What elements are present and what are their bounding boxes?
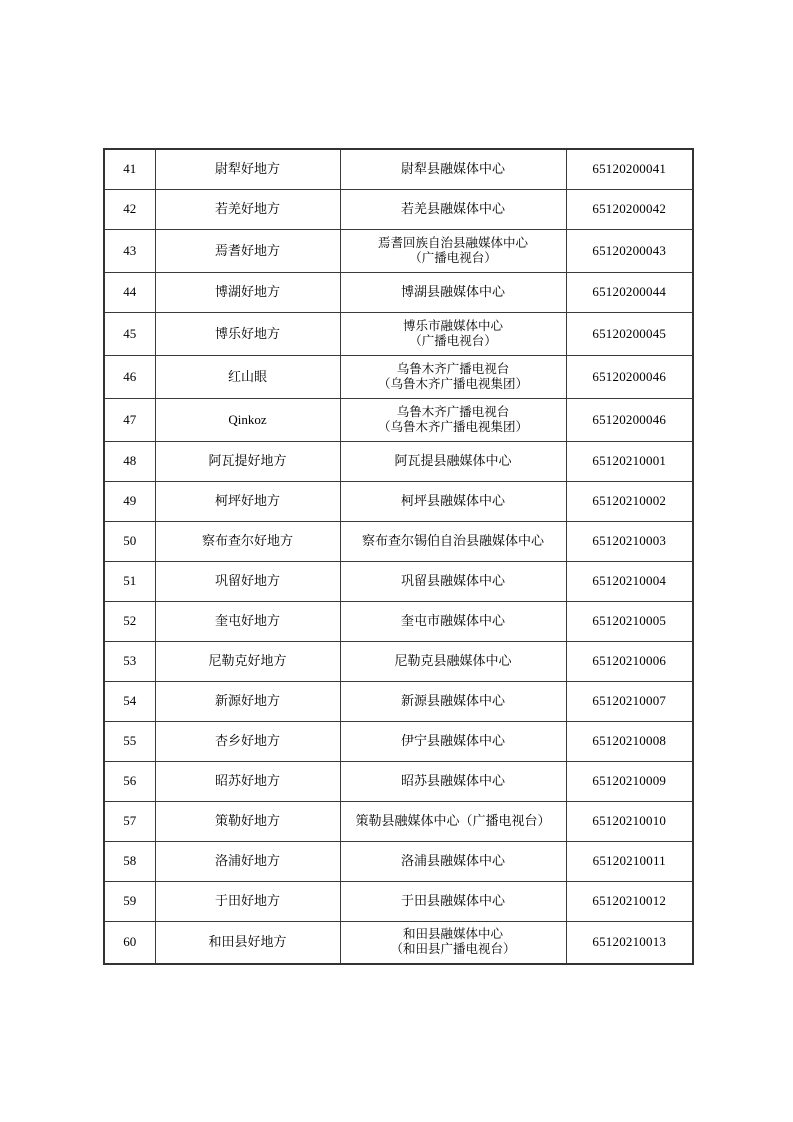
row-number-cell: 52 <box>104 601 155 641</box>
organization-line: 巩留县融媒体中心 <box>400 573 505 588</box>
table-row <box>104 398 693 441</box>
organization-line: （乌鲁木齐广播电视集团） <box>377 376 528 391</box>
organization-cell <box>340 398 566 441</box>
channel-name-cell: 尉犁好地方 <box>155 149 340 189</box>
organization-cell <box>340 881 566 921</box>
table-row <box>104 601 693 641</box>
organization-line: 策勒县融媒体中心（广播电视台） <box>355 813 551 828</box>
channel-name-cell: 柯坪好地方 <box>155 481 340 521</box>
table-row <box>104 481 693 521</box>
row-number-cell: 51 <box>104 561 155 601</box>
table-row <box>104 801 693 841</box>
table-row <box>104 441 693 481</box>
channel-name-cell: 尼勒克好地方 <box>155 641 340 681</box>
channel-name-cell: 洛浦好地方 <box>155 841 340 881</box>
organization-cell <box>340 561 566 601</box>
license-id-cell: 65120210012 <box>566 881 693 921</box>
table-row <box>104 561 693 601</box>
license-id-cell: 65120200045 <box>566 312 693 355</box>
organization-line: （广播电视台） <box>409 250 497 265</box>
license-id-cell: 65120210006 <box>566 641 693 681</box>
channel-name-cell: 若羌好地方 <box>155 189 340 229</box>
license-id-cell: 65120210013 <box>566 921 693 964</box>
row-number-cell: 59 <box>104 881 155 921</box>
table-row <box>104 841 693 881</box>
license-id-cell: 65120210008 <box>566 721 693 761</box>
license-id-cell: 65120200042 <box>566 189 693 229</box>
channel-name-cell: 焉耆好地方 <box>155 229 340 272</box>
organization-line: 尉犁县融媒体中心 <box>400 161 505 177</box>
row-number-cell: 44 <box>104 272 155 312</box>
organization-line: 博湖县融媒体中心 <box>400 284 505 299</box>
organization-line: 若羌县融媒体中心 <box>400 201 505 216</box>
row-number-cell: 48 <box>104 441 155 481</box>
organization-cell <box>340 921 566 964</box>
row-number-cell: 50 <box>104 521 155 561</box>
organization-line: 乌鲁木齐广播电视台 <box>396 404 510 419</box>
organization-cell <box>340 149 566 189</box>
license-table <box>103 148 694 965</box>
organization-line: 奎屯市融媒体中心 <box>400 613 505 628</box>
table-row <box>104 355 693 398</box>
organization-line: 焉耆回族自治县融媒体中心 <box>377 235 528 250</box>
organization-cell <box>340 641 566 681</box>
organization-cell <box>340 801 566 841</box>
channel-name-cell: 于田好地方 <box>155 881 340 921</box>
organization-cell <box>340 189 566 229</box>
organization-line: 阿瓦提县融媒体中心 <box>394 453 512 468</box>
organization-cell <box>340 841 566 881</box>
license-id-cell: 65120210004 <box>566 561 693 601</box>
channel-name-cell: 博乐好地方 <box>155 312 340 355</box>
organization-cell <box>340 312 566 355</box>
organization-cell <box>340 229 566 272</box>
organization-cell <box>340 521 566 561</box>
organization-cell <box>340 441 566 481</box>
organization-line: 新源县融媒体中心 <box>400 693 505 708</box>
license-id-cell: 65120210002 <box>566 481 693 521</box>
row-number-cell: 45 <box>104 312 155 355</box>
channel-name-cell: 昭苏好地方 <box>155 761 340 801</box>
organization-line: 昭苏县融媒体中心 <box>400 773 505 788</box>
organization-cell <box>340 355 566 398</box>
license-id-cell: 65120210007 <box>566 681 693 721</box>
row-number-cell: 55 <box>104 721 155 761</box>
channel-name-cell: Qinkoz <box>155 398 340 441</box>
organization-cell <box>340 601 566 641</box>
license-id-cell: 65120210003 <box>566 521 693 561</box>
table-row <box>104 229 693 272</box>
organization-line: 柯坪县融媒体中心 <box>400 493 505 508</box>
organization-line: （乌鲁木齐广播电视集团） <box>377 419 528 434</box>
row-number-cell: 43 <box>104 229 155 272</box>
license-id-cell: 65120200046 <box>566 398 693 441</box>
license-id-cell: 65120200043 <box>566 229 693 272</box>
table-row <box>104 312 693 355</box>
channel-name-cell: 察布查尔好地方 <box>155 521 340 561</box>
organization-line: 伊宁县融媒体中心 <box>400 733 505 748</box>
row-number-cell: 53 <box>104 641 155 681</box>
license-id-cell: 65120200044 <box>566 272 693 312</box>
organization-line: （广播电视台） <box>409 333 497 348</box>
table-row <box>104 761 693 801</box>
organization-line: 于田县融媒体中心 <box>400 893 505 908</box>
channel-name-cell: 和田县好地方 <box>155 921 340 964</box>
organization-cell <box>340 721 566 761</box>
channel-name-cell: 新源好地方 <box>155 681 340 721</box>
license-id-cell: 65120210005 <box>566 601 693 641</box>
row-number-cell: 49 <box>104 481 155 521</box>
row-number-cell: 47 <box>104 398 155 441</box>
organization-line: 尼勒克县融媒体中心 <box>394 653 512 668</box>
license-id-cell: 65120210011 <box>566 841 693 881</box>
organization-line: 博乐市融媒体中心 <box>402 318 503 333</box>
organization-cell <box>340 481 566 521</box>
channel-name-cell: 红山眼 <box>155 355 340 398</box>
table-row <box>104 641 693 681</box>
row-number-cell: 60 <box>104 921 155 964</box>
table-row <box>104 681 693 721</box>
organization-line: （和田县广播电视台） <box>390 942 516 957</box>
license-id-cell: 65120210009 <box>566 761 693 801</box>
license-id-cell: 65120200046 <box>566 355 693 398</box>
organization-line: 乌鲁木齐广播电视台 <box>396 361 510 376</box>
license-id-cell: 65120210001 <box>566 441 693 481</box>
channel-name-cell: 策勒好地方 <box>155 801 340 841</box>
license-id-cell: 65120200041 <box>566 149 693 189</box>
row-number-cell: 58 <box>104 841 155 881</box>
organization-line: 洛浦县融媒体中心 <box>400 853 505 868</box>
row-number-cell: 42 <box>104 189 155 229</box>
organization-cell <box>340 761 566 801</box>
table-row <box>104 149 693 189</box>
row-number-cell: 57 <box>104 801 155 841</box>
table-body <box>104 149 693 964</box>
row-number-cell: 46 <box>104 355 155 398</box>
row-number-cell: 54 <box>104 681 155 721</box>
table-row <box>104 189 693 229</box>
organization-cell <box>340 681 566 721</box>
row-number-cell: 56 <box>104 761 155 801</box>
channel-name-cell: 奎屯好地方 <box>155 601 340 641</box>
channel-name-cell: 博湖好地方 <box>155 272 340 312</box>
table-row <box>104 881 693 921</box>
license-id-cell: 65120210010 <box>566 801 693 841</box>
channel-name-cell: 阿瓦提好地方 <box>155 441 340 481</box>
table-row <box>104 521 693 561</box>
organization-cell <box>340 272 566 312</box>
table-row <box>104 921 693 964</box>
row-number-cell: 41 <box>104 149 155 189</box>
channel-name-cell: 杏乡好地方 <box>155 721 340 761</box>
table-row <box>104 272 693 312</box>
organization-line: 察布查尔锡伯自治县融媒体中心 <box>361 533 544 548</box>
table-row <box>104 721 693 761</box>
organization-line: 和田县融媒体中心 <box>402 927 503 942</box>
channel-name-cell: 巩留好地方 <box>155 561 340 601</box>
